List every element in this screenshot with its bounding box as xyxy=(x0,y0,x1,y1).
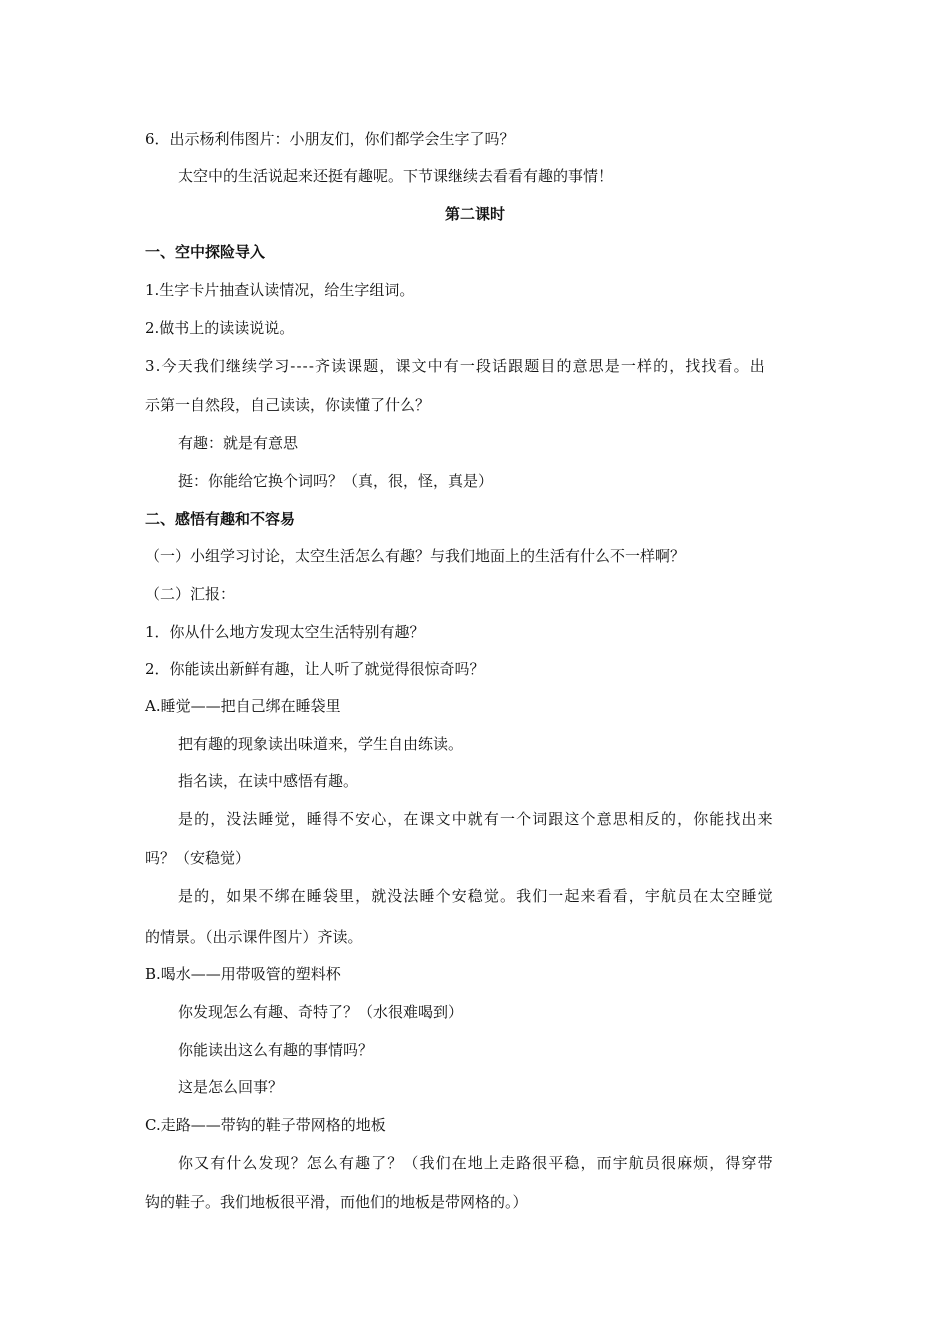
paragraph: 1．你从什么地方发现太空生活特别有趣？ xyxy=(145,623,425,641)
paragraph: 你又有什么发现？怎么有趣了？（我们在地上走路很平稳，而宇航员很麻烦，得穿带 xyxy=(178,1154,774,1172)
heading-2: 二、感悟有趣和不容易 xyxy=(145,510,296,528)
paragraph: （二）汇报： xyxy=(145,585,236,603)
paragraph: 钩的鞋子。我们地板很平滑，而他们的地板是带网格的。） xyxy=(145,1193,528,1211)
paragraph: 你能读出这么有趣的事情吗？ xyxy=(178,1041,374,1059)
paragraph: （一）小组学习讨论，太空生活怎么有趣？与我们地面上的生活有什么不一样啊？ xyxy=(145,547,686,565)
paragraph: 挺：你能给它换个词吗？（真，很，怪，真是） xyxy=(178,472,494,490)
paragraph: 1.生字卡片抽查认读情况，给生字组词。 xyxy=(145,281,415,299)
paragraph: A.睡觉——把自己绑在睡袋里 xyxy=(145,697,341,715)
heading-1: 一、空中探险导入 xyxy=(145,243,266,261)
paragraph: 是的，如果不绑在睡袋里，就没法睡个安稳觉。我们一起来看看，宇航员在太空睡觉 xyxy=(178,887,774,905)
paragraph: 3.今天我们继续学习----齐读课题，课文中有一段话跟题目的意思是一样的，找找看。出 xyxy=(145,357,766,375)
paragraph: 是的，没法睡觉，睡得不安心，在课文中就有一个词跟这个意思相反的，你能找出来 xyxy=(178,810,774,828)
paragraph: 这是怎么回事？ xyxy=(178,1078,284,1096)
paragraph: 2.做书上的读读说说。 xyxy=(145,319,295,337)
section-title: 第二课时 xyxy=(444,205,505,223)
paragraph: B.喝水——用带吸管的塑料杯 xyxy=(145,965,341,983)
paragraph: C.走路——带钩的鞋子带网格的地板 xyxy=(145,1116,386,1134)
paragraph: 把有趣的现象读出味道来，学生自由练读。 xyxy=(178,735,464,753)
paragraph: 吗？（安稳觉） xyxy=(145,849,251,867)
paragraph: 示第一自然段，自己读读，你读懂了什么？ xyxy=(145,396,431,414)
paragraph: 有趣：就是有意思 xyxy=(178,434,299,452)
paragraph: 2．你能读出新鲜有趣，让人听了就觉得很惊奇吗？ xyxy=(145,660,485,678)
paragraph: 的情景。（出示课件图片）齐读。 xyxy=(145,928,363,946)
paragraph: 太空中的生活说起来还挺有趣呢。下节课继续去看看有趣的事情！ xyxy=(178,167,614,185)
paragraph: 指名读，在读中感悟有趣。 xyxy=(178,772,359,790)
paragraph: 6．出示杨利伟图片：小朋友们，你们都学会生字了吗？ xyxy=(145,130,515,148)
paragraph: 你发现怎么有趣、奇特了？（水很难喝到） xyxy=(178,1003,464,1021)
